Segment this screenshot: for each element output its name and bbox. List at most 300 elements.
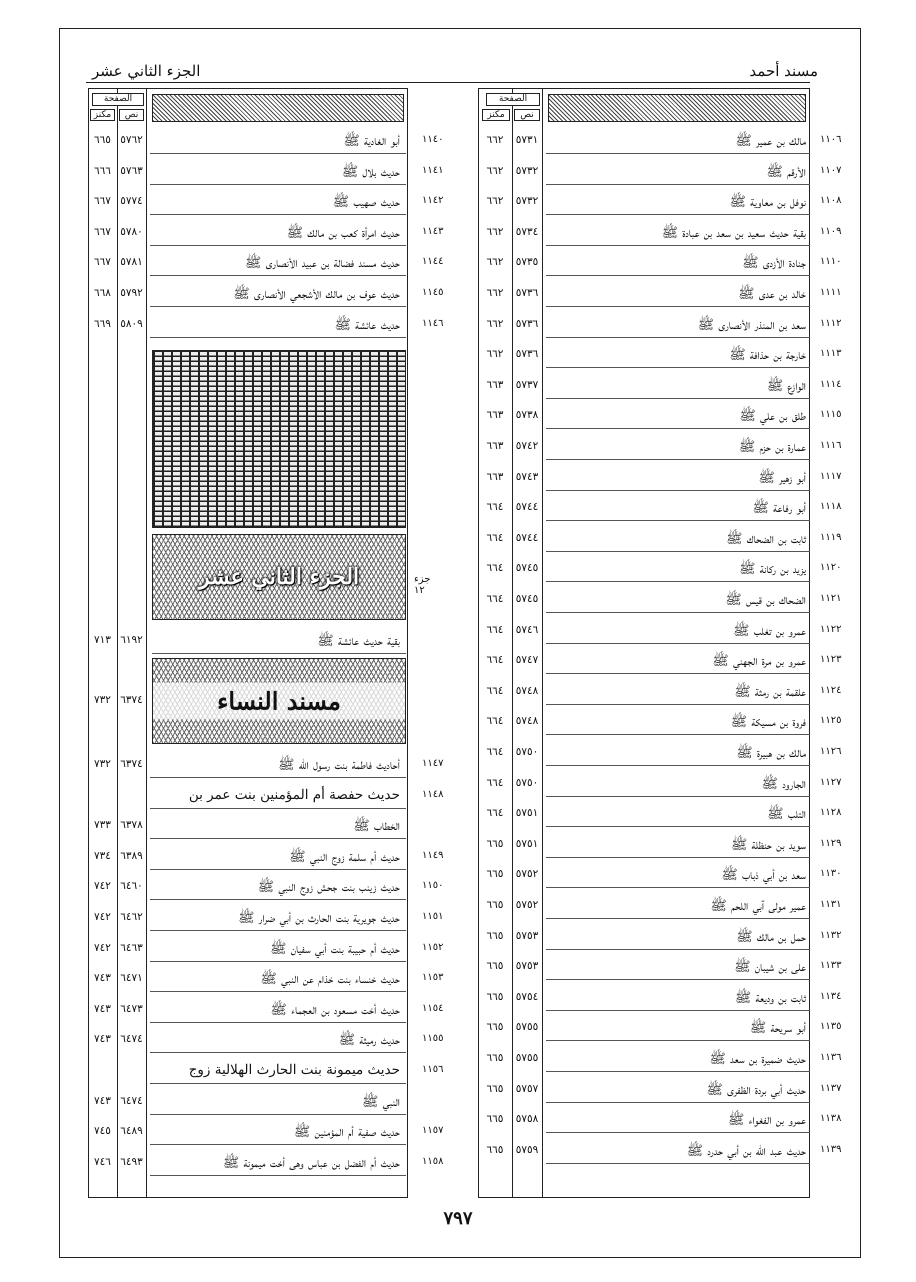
entry-title: الضحاك بن قيس ﷺ xyxy=(725,592,806,608)
makn-value: ٦٦٢ xyxy=(486,287,504,299)
row-rule xyxy=(150,838,406,839)
table-row xyxy=(478,187,842,217)
nass-value: ٥٧٣٧ xyxy=(515,378,539,391)
table-row xyxy=(88,995,444,1025)
makn-value: ٦٦٥ xyxy=(486,1082,504,1095)
row-rule xyxy=(150,214,406,215)
nass-value: ٥٧٨١ xyxy=(120,256,143,269)
entry-number: ١١٢٧ xyxy=(820,776,842,788)
row-rule xyxy=(150,777,406,778)
nass-value: ٥٧٥٠ xyxy=(515,746,539,758)
row-rule xyxy=(546,1040,810,1041)
entry-title: خارجة بن حذافة ﷺ xyxy=(729,347,806,364)
table-row xyxy=(478,677,842,707)
table-row xyxy=(478,891,842,921)
makn-value: ٦٦٢ xyxy=(486,195,504,208)
table-row xyxy=(88,811,408,841)
row-rule xyxy=(546,979,810,980)
entry-number: ١١٣٩ xyxy=(820,1143,842,1155)
entry-title: فروة بن مسيكة ﷺ xyxy=(730,714,806,731)
table-row xyxy=(88,1087,408,1117)
makn-value: ٦٦٤ xyxy=(486,531,504,544)
row-rule xyxy=(546,1102,810,1103)
left-page-label: الصفحة xyxy=(92,93,144,106)
makn-value: ٦٦٤ xyxy=(486,807,504,820)
row-rule xyxy=(150,1144,406,1145)
entry-number: ١١٥٨ xyxy=(422,1155,444,1167)
table-row xyxy=(88,218,444,248)
makn-value: ٦٦٢ xyxy=(486,317,504,330)
entry-title: حمل بن مالك ﷺ xyxy=(736,928,806,945)
entry-number: ١١٤٧ xyxy=(422,758,444,769)
nass-value: ٥٧٨٠ xyxy=(120,225,143,238)
entry-number: ١١٣٦ xyxy=(820,1052,842,1063)
makn-value: ٦٦٩ xyxy=(94,317,111,330)
makn-value: ٧٤٣ xyxy=(94,972,111,985)
entry-title: بقية حديث عائشة ﷺ xyxy=(317,633,400,649)
entry-title: حديث عبد الله بن أبي حدرد ﷺ xyxy=(686,1142,806,1159)
makn-value: ٦٦٥ xyxy=(486,1052,504,1064)
table-row xyxy=(478,646,842,676)
nass-value: ٥٧٤٥ xyxy=(515,562,539,575)
row-rule xyxy=(546,673,810,674)
makn-value: ٦٦٥ xyxy=(486,929,504,942)
entry-number: ١١٣٤ xyxy=(820,990,842,1002)
table-row xyxy=(88,903,444,933)
makn-value: ٦٦٣ xyxy=(486,470,504,483)
entry-number: ١١٤٣ xyxy=(422,225,444,237)
nass-value: ٥٧٤٧ xyxy=(515,654,539,667)
makn-value: ٦٦٢ xyxy=(486,164,504,177)
entry-title: نوفل بن معاوية ﷺ xyxy=(729,194,806,211)
entry-title: حديث أبي بردة الظفرى ﷺ xyxy=(706,1081,806,1098)
table-row xyxy=(478,432,842,462)
nass-value: ٦٣٧٤ xyxy=(120,694,143,706)
entry-title: النبي ﷺ xyxy=(361,1093,400,1110)
table-row xyxy=(88,934,444,964)
row-rule xyxy=(152,653,406,654)
makn-value: ٦٦٤ xyxy=(486,776,504,789)
entry-title: الوازع ﷺ xyxy=(766,377,806,394)
row-rule xyxy=(150,184,406,185)
table-row xyxy=(478,769,842,799)
row-rule xyxy=(546,826,810,827)
nass-value: ٥٧٦٣ xyxy=(120,164,143,177)
entry-title: حديث مسند فضالة بن عبيد الأنصارى ﷺ xyxy=(245,255,400,272)
row-rule xyxy=(546,184,810,185)
right-page-label: الصفحة xyxy=(486,93,540,106)
makn-value: ٦٦٥ xyxy=(486,1021,504,1034)
entry-title: ثابت بن الضحاك ﷺ xyxy=(726,530,806,547)
entry-title: حديث عوف بن مالك الأشجعي الأنصارى ﷺ xyxy=(233,286,400,302)
right-index-column xyxy=(478,88,842,1198)
entry-title: الخطاب ﷺ xyxy=(353,818,400,835)
entry-title: يزيد بن ركانة ﷺ xyxy=(739,561,806,578)
entry-title: التلب ﷺ xyxy=(767,806,806,823)
row-rule xyxy=(150,245,406,246)
table-row xyxy=(478,922,842,952)
nass-value: ٥٧٤٢ xyxy=(515,440,539,452)
entry-number: ١١٣٠ xyxy=(820,868,842,880)
entry-title: عمير مولى آبي اللحم ﷺ xyxy=(710,898,806,914)
nass-value: ٥٧٤٨ xyxy=(515,684,539,697)
table-row xyxy=(88,1117,444,1147)
nass-value: ٦٣٧٤ xyxy=(120,758,143,770)
row-rule xyxy=(150,153,406,154)
table-row xyxy=(88,1025,444,1055)
makn-value: ٧٤٦ xyxy=(94,1155,111,1168)
entry-number: ١١٤١ xyxy=(422,164,444,176)
nass-value: ٥٧٣١ xyxy=(515,134,539,146)
entry-number: ١١٤٢ xyxy=(422,195,444,207)
left-makn-label: مكنز xyxy=(90,109,115,121)
makn-value: ٧٤٢ xyxy=(94,911,111,923)
makn-value: ٦٦٨ xyxy=(94,287,111,299)
entry-title: عمارة بن حزم ﷺ xyxy=(738,439,806,455)
kufic-ornament xyxy=(152,350,406,528)
entry-number: ١١٢١ xyxy=(820,593,842,604)
entry-title: بقية حديث سعيد بن سعد بن عبادة ﷺ xyxy=(661,224,806,241)
entry-number: ١١٢٠ xyxy=(820,562,842,574)
nass-value: ٦٤٧١ xyxy=(120,972,143,985)
entry-number: ١١٠٩ xyxy=(820,225,842,237)
makn-value: ٦٦٤ xyxy=(486,654,504,667)
row-rule xyxy=(150,899,406,900)
entry-title: حديث خنساء بنت خذام عن النبي ﷺ xyxy=(260,971,400,988)
table-row xyxy=(478,799,842,829)
entry-number: ١١٢٢ xyxy=(820,623,842,635)
nass-value: ٦٤٨٩ xyxy=(120,1125,143,1138)
nass-value: ٦٤٩٣ xyxy=(120,1155,143,1168)
table-row xyxy=(478,524,842,554)
makn-value: ٧٤٣ xyxy=(94,1033,111,1046)
entry-number: ١١٥٥ xyxy=(422,1033,444,1045)
row-rule xyxy=(546,857,810,858)
nass-value: ٥٧٤٦ xyxy=(515,623,539,636)
nass-value: ٦٤٦٣ xyxy=(120,941,143,954)
makn-value: ٧٣٢ xyxy=(94,758,111,770)
row-rule xyxy=(546,398,810,399)
entry-number: ١١٤٠ xyxy=(422,134,444,145)
row-rule xyxy=(546,306,810,307)
row-rule xyxy=(546,1132,810,1133)
table-row xyxy=(478,218,842,248)
nass-value: ٥٧٥١ xyxy=(515,807,539,820)
makn-value: ٦٦٥ xyxy=(486,1143,504,1156)
nass-value: ٥٧٥٥ xyxy=(515,1052,539,1064)
entry-title: حديث بلال ﷺ xyxy=(341,163,400,180)
makn-value: ٦٦٧ xyxy=(94,195,111,208)
entry-number: ١١١٧ xyxy=(820,470,842,482)
makn-value: ٦٦٤ xyxy=(486,746,504,758)
table-row xyxy=(88,750,444,780)
table-row xyxy=(478,248,842,278)
entry-number: ١١٣٣ xyxy=(820,960,842,972)
row-rule xyxy=(546,490,810,491)
nass-value: ٦٣٨٩ xyxy=(120,849,143,862)
nass-value: ٥٧٣٢ xyxy=(515,195,539,208)
entry-number: ١١٥١ xyxy=(422,911,444,922)
nass-value: ٥٧٥٠ xyxy=(515,776,539,789)
table-row xyxy=(478,1075,842,1105)
entry-number: ١١٢٦ xyxy=(820,746,842,757)
table-row xyxy=(88,964,444,994)
entry-title: حديث عائشة ﷺ xyxy=(334,316,400,333)
nass-value: ٥٧٥٣ xyxy=(515,960,539,973)
makn-value: ٦٦٤ xyxy=(486,623,504,636)
nass-value: ٥٧٥٣ xyxy=(515,929,539,942)
entry-title: أبو سريحة ﷺ xyxy=(749,1020,806,1037)
nass-value: ٥٧٤٥ xyxy=(515,593,539,605)
table-row xyxy=(88,1056,444,1086)
entry-title: أبو الغادية ﷺ xyxy=(343,133,400,149)
nass-value: ٥٨٠٩ xyxy=(120,317,143,330)
entry-title: حديث صهيب ﷺ xyxy=(332,194,400,211)
entry-title: سعد بن المنذر الأنصارى ﷺ xyxy=(697,316,806,333)
table-row xyxy=(478,1013,842,1043)
table-row xyxy=(478,616,842,646)
entry-title: أحاديث فاطمة بنت رسول الله ﷺ xyxy=(278,757,400,773)
entry-number: ١١١٦ xyxy=(820,440,842,451)
nass-value: ٦٤٦٢ xyxy=(120,911,143,923)
table-row xyxy=(88,781,444,811)
row-rule xyxy=(546,337,810,338)
entry-title: علقمة بن رمثة ﷺ xyxy=(734,683,806,700)
entry-title: عمرو بن مرة الجهني ﷺ xyxy=(712,653,806,670)
page-number: ٧٩٧ xyxy=(443,1208,473,1229)
entry-title: جنادة الأزدى ﷺ xyxy=(742,255,806,272)
table-row xyxy=(478,952,842,982)
nass-value: ٦٣٧٨ xyxy=(120,819,143,832)
nass-value: ٥٧٣٥ xyxy=(515,256,539,269)
row-rule xyxy=(546,918,810,919)
entry-title: حديث أم سلمة زوج النبي ﷺ xyxy=(289,848,400,865)
table-row xyxy=(478,585,842,615)
table-row xyxy=(478,830,842,860)
row-rule xyxy=(150,808,406,809)
makn-value: ٦٦٤ xyxy=(486,593,504,605)
table-row xyxy=(478,463,842,493)
row-rule xyxy=(546,1010,810,1011)
makn-value: ٦٦٤ xyxy=(486,715,504,728)
nass-value: ٥٧٥٨ xyxy=(515,1113,539,1126)
table-row xyxy=(478,983,842,1013)
entry-title: مالك بن عمير ﷺ xyxy=(735,133,806,149)
row-rule xyxy=(546,581,810,582)
table-row xyxy=(88,157,444,187)
entry-title: سويد بن حنظلة ﷺ xyxy=(730,836,806,853)
entry-number: ١١٤٤ xyxy=(422,256,444,268)
makn-value: ٧٤٢ xyxy=(94,941,111,954)
left-nass-label: نص xyxy=(119,109,144,121)
entry-number: ١١١٩ xyxy=(820,531,842,543)
nass-value: ٥٧٧٤ xyxy=(120,195,143,208)
row-rule xyxy=(150,930,406,931)
entry-title: حديث أخت مسعود بن العجماء ﷺ xyxy=(270,1001,400,1018)
makn-value: ٧٤٥ xyxy=(94,1125,111,1138)
row-rule xyxy=(546,275,810,276)
entry-title: حديث أم الفضل بن عباس وهى أخت ميمونة ﷺ xyxy=(222,1154,400,1171)
entry-title: حديث صفية أم المؤمنين ﷺ xyxy=(293,1124,400,1141)
makn-value: ٦٦٤ xyxy=(486,684,504,697)
row-rule xyxy=(546,520,810,521)
entry-title: حديث امرأة كعب بن مالك ﷺ xyxy=(286,224,400,241)
row-rule xyxy=(150,1022,406,1023)
entry-title: مالك بن هبيرة ﷺ xyxy=(736,745,806,761)
row-rule xyxy=(150,1114,406,1115)
entry-number: ١١٤٨ xyxy=(422,788,444,800)
right-nass-label: نص xyxy=(514,109,540,121)
table-row xyxy=(88,842,444,872)
entry-title: على بن شيبان ﷺ xyxy=(734,959,806,976)
right-header-banner xyxy=(548,94,806,122)
nass-value: ٥٧٥١ xyxy=(515,837,539,850)
row-rule xyxy=(150,869,406,870)
makn-value: ٦٦٢ xyxy=(486,348,504,361)
entry-number: ١١٢٤ xyxy=(820,684,842,696)
table-row xyxy=(478,738,842,768)
juz-banner xyxy=(152,534,406,620)
nass-value: ٥٧٤٣ xyxy=(515,470,539,483)
nass-value: ٥٧٣٦ xyxy=(515,317,539,330)
makn-value: ٧٣٢ xyxy=(94,694,111,706)
entry-title: عمرو بن تغلب ﷺ xyxy=(733,622,806,639)
table-row xyxy=(478,371,842,401)
entry-number: ١١٥٧ xyxy=(422,1125,444,1137)
entry-number: ١١٢٥ xyxy=(820,715,842,727)
running-title-right: مسند أحمد xyxy=(749,62,818,80)
makn-value: ٦٦٦ xyxy=(94,164,111,177)
makn-value: ٧٤٣ xyxy=(94,1002,111,1015)
header-rule xyxy=(86,82,810,83)
table-row xyxy=(478,279,842,309)
row-rule xyxy=(546,245,810,246)
nass-value: ٥٧٥٤ xyxy=(515,990,539,1003)
entry-title: أبو رفاعة ﷺ xyxy=(752,500,806,517)
table-row xyxy=(478,860,842,890)
entry-title: حديث ميمونة بنت الحارث الهلالية زوج xyxy=(188,1062,400,1078)
entry-number: ١١١٨ xyxy=(820,501,842,513)
entry-number: ١١٢٨ xyxy=(820,807,842,819)
musnad-nisa-page-ref xyxy=(88,686,148,716)
makn-value: ٦٦٣ xyxy=(486,378,504,391)
makn-value: ٦٦٤ xyxy=(486,562,504,575)
entry-number: ١١٤٥ xyxy=(422,287,444,298)
entry-number: ١١٥٦ xyxy=(422,1064,444,1075)
makn-value: ٦٦٢ xyxy=(486,225,504,238)
entry-title: حديث أم حبيبة بنت أبي سفيان ﷺ xyxy=(270,940,400,957)
entry-number: ١١٣٢ xyxy=(820,929,842,941)
entry-title: حديث رميثة ﷺ xyxy=(338,1032,400,1049)
row-rule xyxy=(546,765,810,766)
row-rule xyxy=(150,991,406,992)
entry-number: ١١٣٥ xyxy=(820,1021,842,1033)
table-row xyxy=(478,1136,842,1166)
row-rule xyxy=(150,1083,406,1084)
juz-banner-calligraphy: الجزء الثاني عشر xyxy=(198,564,360,590)
row-rule xyxy=(546,1071,810,1072)
makn-value: ٦٦٥ xyxy=(486,1113,504,1126)
entry-number: ١١١٢ xyxy=(820,317,842,329)
entry-title: سعد بن أبي ذباب ﷺ xyxy=(721,867,806,884)
nass-value: ٥٧٦٢ xyxy=(120,134,143,146)
row-rule xyxy=(546,551,810,552)
table-row xyxy=(88,126,444,156)
row-rule xyxy=(546,704,810,705)
table-row xyxy=(478,1044,842,1074)
table-row xyxy=(478,493,842,523)
makn-value: ٦٦٥ xyxy=(486,837,504,850)
row-rule xyxy=(546,153,810,154)
entry-title: عمرو بن الفغواء ﷺ xyxy=(728,1112,806,1129)
makn-value: ٧٣٣ xyxy=(94,819,111,832)
entry-number: ١١٣٨ xyxy=(820,1113,842,1125)
makn-value: ٧٣٤ xyxy=(94,849,111,862)
table-row xyxy=(478,157,842,187)
makn-value: ٦٦٥ xyxy=(486,868,504,881)
nass-value: ٥٧٣٦ xyxy=(515,287,539,299)
makn-value: ٧٤٣ xyxy=(94,1094,111,1107)
nass-value: ٦٤٧٤ xyxy=(120,1033,143,1046)
table-row xyxy=(478,310,842,340)
entry-number: ١١٢٩ xyxy=(820,837,842,849)
nass-value: ٦٤٧٤ xyxy=(120,1094,143,1107)
row-rule xyxy=(546,643,810,644)
nass-value: ٥٧٤٨ xyxy=(515,715,539,728)
makn-value: ٦٦٧ xyxy=(94,225,111,238)
makn-value: ٦٦٥ xyxy=(94,134,111,146)
nass-value: ٥٧٣٦ xyxy=(515,348,539,361)
row-rule xyxy=(546,367,810,368)
entry-title: حديث حفصة أم المؤمنين بنت عمر بن xyxy=(188,786,400,803)
makn-value: ٦٦٤ xyxy=(486,501,504,514)
row-rule xyxy=(546,214,810,215)
entry-title: حديث ضميرة بن سعد ﷺ xyxy=(709,1051,806,1067)
entry-number: ١١٢٣ xyxy=(820,654,842,666)
entry-number: ١١٠٨ xyxy=(820,195,842,207)
row-rule xyxy=(150,275,406,276)
entry-number: ١١١٣ xyxy=(820,348,842,360)
table-row xyxy=(88,187,444,217)
entry-number: ١١٣٧ xyxy=(820,1082,842,1094)
makn-value: ٧٤٢ xyxy=(94,880,111,893)
nass-value: ٥٧٤٤ xyxy=(515,531,539,544)
entry-title: طلق بن علي ﷺ xyxy=(739,408,806,425)
table-row xyxy=(478,554,842,584)
table-row xyxy=(88,279,444,309)
table-row xyxy=(478,1105,842,1135)
entry-title: الجارود ﷺ xyxy=(761,775,806,792)
right-makn-label: مكنز xyxy=(482,109,510,121)
row-rule xyxy=(546,612,810,613)
makn-value: ٦٦٧ xyxy=(94,256,111,269)
table-row xyxy=(88,1148,444,1178)
row-rule xyxy=(150,306,406,307)
entry-number: ١١٥٢ xyxy=(422,941,444,953)
left-index-column xyxy=(88,88,444,1198)
makn-value: ٧١٣ xyxy=(94,634,111,646)
table-row xyxy=(88,310,444,340)
entry-title: ثابت بن وديعة ﷺ xyxy=(734,989,806,1006)
makn-value: ٦٦٢ xyxy=(486,256,504,269)
juz-label: جزء ١٢ xyxy=(414,574,431,596)
nass-value: ٥٧٣٨ xyxy=(515,409,539,422)
table-row xyxy=(478,126,842,156)
row-rule xyxy=(546,796,810,797)
nass-value: ٥٧٣٤ xyxy=(515,225,539,238)
entry-number: ١١٥٠ xyxy=(422,880,444,892)
entry-title: خالد بن عدى ﷺ xyxy=(738,286,806,302)
